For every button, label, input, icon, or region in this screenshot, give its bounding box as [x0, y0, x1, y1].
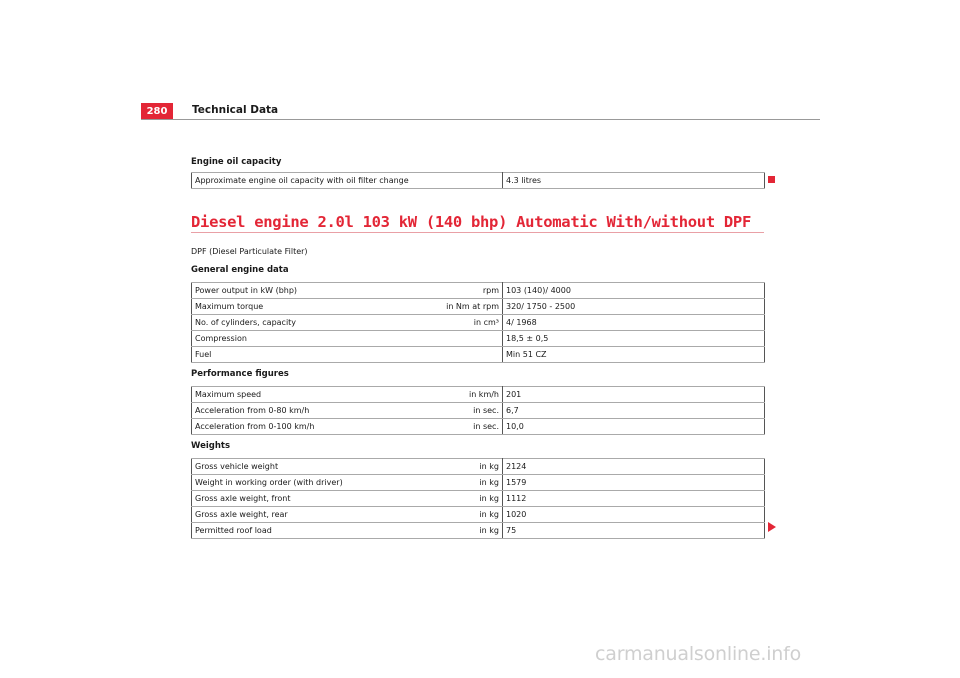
row-unit: in cm³: [426, 315, 503, 331]
row-label: Maximum torque: [192, 299, 427, 315]
row-label: Acceleration from 0-100 km/h: [192, 419, 427, 435]
row-value: 103 (140)/ 4000: [503, 283, 765, 299]
row-value: 201: [503, 387, 765, 403]
row-unit: in kg: [426, 507, 503, 523]
header-divider: [141, 119, 820, 120]
page-number: 280: [141, 103, 173, 119]
page-header-title: Technical Data: [192, 104, 279, 116]
weights-table: [191, 458, 765, 539]
row-value: 4/ 1968: [503, 315, 765, 331]
row-label: Power output in kW (bhp): [192, 283, 427, 299]
row-unit: [426, 331, 503, 347]
row-unit: in kg: [426, 523, 503, 539]
row-label: Gross axle weight, front: [192, 491, 427, 507]
row-unit: in sec.: [426, 403, 503, 419]
row-label: No. of cylinders, capacity: [192, 315, 427, 331]
table-row: [192, 387, 765, 403]
table-row: [192, 173, 765, 189]
row-value: Min 51 CZ: [503, 347, 765, 363]
row-unit: in kg: [426, 475, 503, 491]
row-label: Acceleration from 0-80 km/h: [192, 403, 427, 419]
row-unit: in Nm at rpm: [426, 299, 503, 315]
row-label: Compression: [192, 331, 427, 347]
row-unit: rpm: [426, 283, 503, 299]
row-label: Fuel: [192, 347, 427, 363]
table-row: [192, 491, 765, 507]
row-unit: in kg: [426, 491, 503, 507]
table-row: [192, 315, 765, 331]
row-value: 75: [503, 523, 765, 539]
row-unit: in sec.: [426, 419, 503, 435]
row-label: Maximum speed: [192, 387, 427, 403]
heading-divider: [191, 232, 764, 233]
performance-table: [191, 386, 765, 435]
row-value: 2124: [503, 459, 765, 475]
row-label: Approximate engine oil capacity with oil filter change: [192, 173, 427, 189]
next-page-arrow-icon: [768, 522, 776, 532]
row-value: 18,5 ± 0,5: [503, 331, 765, 347]
row-label: Permitted roof load: [192, 523, 427, 539]
row-value: 1112: [503, 491, 765, 507]
row-value: 320/ 1750 - 2500: [503, 299, 765, 315]
table-row: [192, 459, 765, 475]
row-label: Weight in working order (with driver): [192, 475, 427, 491]
row-unit: [426, 173, 503, 189]
row-value: 10,0: [503, 419, 765, 435]
row-label: Gross axle weight, rear: [192, 507, 427, 523]
row-unit: [426, 347, 503, 363]
row-unit: in km/h: [426, 387, 503, 403]
table-row: [192, 331, 765, 347]
general-engine-table: [191, 282, 765, 363]
row-value: 1020: [503, 507, 765, 523]
table-row: [192, 475, 765, 491]
oil-capacity-heading: Engine oil capacity: [191, 157, 282, 167]
table-row: [192, 347, 765, 363]
general-engine-heading: General engine data: [191, 265, 289, 275]
performance-heading: Performance figures: [191, 369, 289, 379]
table-row: [192, 507, 765, 523]
weights-heading: Weights: [191, 441, 231, 451]
table-row: [192, 403, 765, 419]
watermark: carmanualsonline.info: [595, 643, 802, 665]
row-value: 1579: [503, 475, 765, 491]
dpf-note: DPF (Diesel Particulate Filter): [191, 247, 308, 256]
table-row: [192, 283, 765, 299]
stop-square-icon: [768, 176, 775, 183]
table-row: [192, 299, 765, 315]
section-heading: Diesel engine 2.0l 103 kW (140 bhp) Automatic With/without DPF: [191, 213, 751, 231]
table-row: [192, 523, 765, 539]
oil-capacity-table: [191, 172, 765, 189]
row-value: 6,7: [503, 403, 765, 419]
row-unit: in kg: [426, 459, 503, 475]
row-label: Gross vehicle weight: [192, 459, 427, 475]
table-row: [192, 419, 765, 435]
row-value: 4.3 litres: [503, 173, 765, 189]
